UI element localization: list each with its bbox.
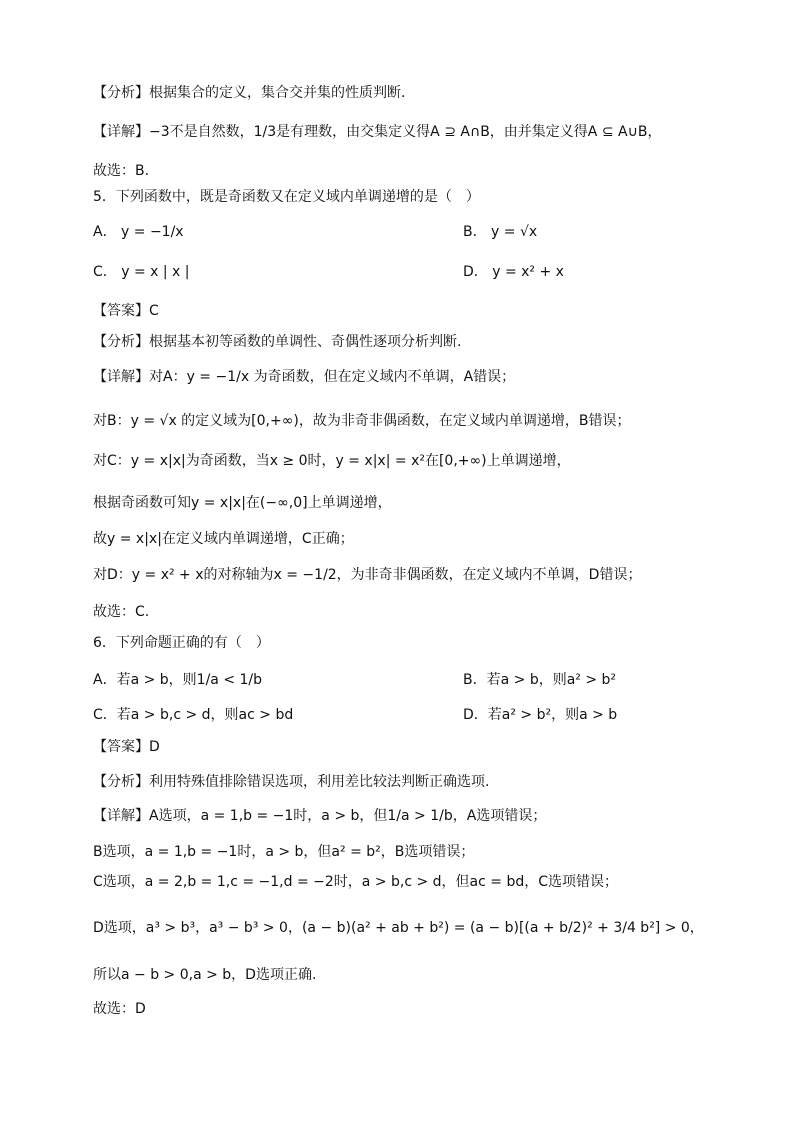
text-line-content: 对B：y = √x 的定义域为[0,+∞)，故为非奇非偶函数，在定义域内单调递增，B错误； xyxy=(93,413,631,429)
text-line-content: C选项，a = 2,b = 1,c = −1,d = −2时，a > b,c > d，但ac = bd，C选项错误； xyxy=(93,874,619,890)
text-line xyxy=(93,841,713,863)
text-line-content: 6．下列命题正确的有（ ） xyxy=(93,635,270,651)
text-line xyxy=(93,300,713,322)
text-line-content: C．若a > b,c > d，则ac > bd xyxy=(93,707,294,723)
text-line-content: 故y = x|x|在定义域内单调递增，C正确； xyxy=(93,531,354,547)
text-line xyxy=(93,366,713,388)
text-line xyxy=(93,331,713,353)
text-line-content: 【详解】对A：y = −1/x 为奇函数，但在定义域内不单调，A错误； xyxy=(93,369,516,385)
text-line-content: 故选：B． xyxy=(93,163,159,179)
text-line xyxy=(93,528,713,550)
option-right: B． y = √x xyxy=(463,224,538,240)
text-line xyxy=(93,601,713,623)
text-line-content: D选项，a³ > b³，a³ − b³ > 0，(a − b)(a² + ab + b²) = (a − b)[(a + b/2)² + 3/4 b²] > 0， xyxy=(93,920,704,936)
text-line-content: 【分析】根据基本初等函数的单调性、奇偶性逐项分析判断. xyxy=(93,334,462,350)
text-line-content: 【答案】C xyxy=(93,303,159,319)
text-line xyxy=(93,632,713,654)
text-line-content: B选项，a = 1,b = −1时，a > b，但a² = b²，B选项错误； xyxy=(93,844,475,860)
text-line xyxy=(93,704,713,726)
text-line-content: 故选：D xyxy=(93,1001,146,1017)
option-right: B．若a > b，则a² > b² xyxy=(463,672,617,688)
text-line-content: 【分析】利用特殊值排除错误选项，利用差比较法判断正确选项. xyxy=(93,774,490,790)
text-line-content: 所以a − b > 0,a > b，D选项正确. xyxy=(93,967,317,983)
text-line xyxy=(93,450,713,472)
text-line xyxy=(93,564,713,586)
text-line-content: 【详解】−3不是自然数，1/3是有理数，由交集定义得A ⊇ A∩B，由并集定义得A ⊆ A∪B， xyxy=(93,124,662,140)
text-line xyxy=(93,186,713,208)
text-line xyxy=(93,998,713,1020)
text-line xyxy=(93,805,713,827)
text-line-content: 对C：y = x|x|为奇函数，当x ≥ 0时，y = x|x| = x²在[0,+∞)上单调递增， xyxy=(93,453,571,469)
text-line xyxy=(93,871,713,893)
option-right: D．若a² > b²，则a > b xyxy=(463,707,618,723)
text-line-content: C． y = x | x | xyxy=(93,264,190,280)
text-line xyxy=(93,160,713,182)
text-line-content: A． y = −1/x xyxy=(93,224,184,240)
text-line xyxy=(93,261,713,283)
text-line-content: 【分析】根据集合的定义，集合交并集的性质判断． xyxy=(93,85,415,101)
option-right: D． y = x² + x xyxy=(463,264,564,280)
text-line-content: 5．下列函数中，既是奇函数又在定义域内单调递增的是（ ） xyxy=(93,189,480,205)
text-line xyxy=(93,492,713,514)
text-line-content: 【详解】A选项，a = 1,b = −1时，a > b，但1/a > 1/b，A选项错误； xyxy=(93,808,547,824)
text-line-content: A．若a > b，则1/a < 1/b xyxy=(93,672,263,688)
text-line xyxy=(93,410,713,432)
text-line-content: 根据奇函数可知y = x|x|在(−∞,0]上单调递增， xyxy=(93,495,392,511)
text-line xyxy=(93,121,713,143)
text-line xyxy=(93,917,713,939)
text-line xyxy=(93,736,713,758)
text-line xyxy=(93,82,713,104)
text-line xyxy=(93,221,713,243)
text-line-content: 对D：y = x² + x的对称轴为x = −1/2，为非奇非偶函数，在定义域内不单调，D错误； xyxy=(93,567,642,583)
text-line xyxy=(93,669,713,691)
text-line-content: 故选：C. xyxy=(93,604,150,620)
text-line xyxy=(93,964,713,986)
text-line-content: 【答案】D xyxy=(93,739,160,755)
text-line xyxy=(93,771,713,793)
